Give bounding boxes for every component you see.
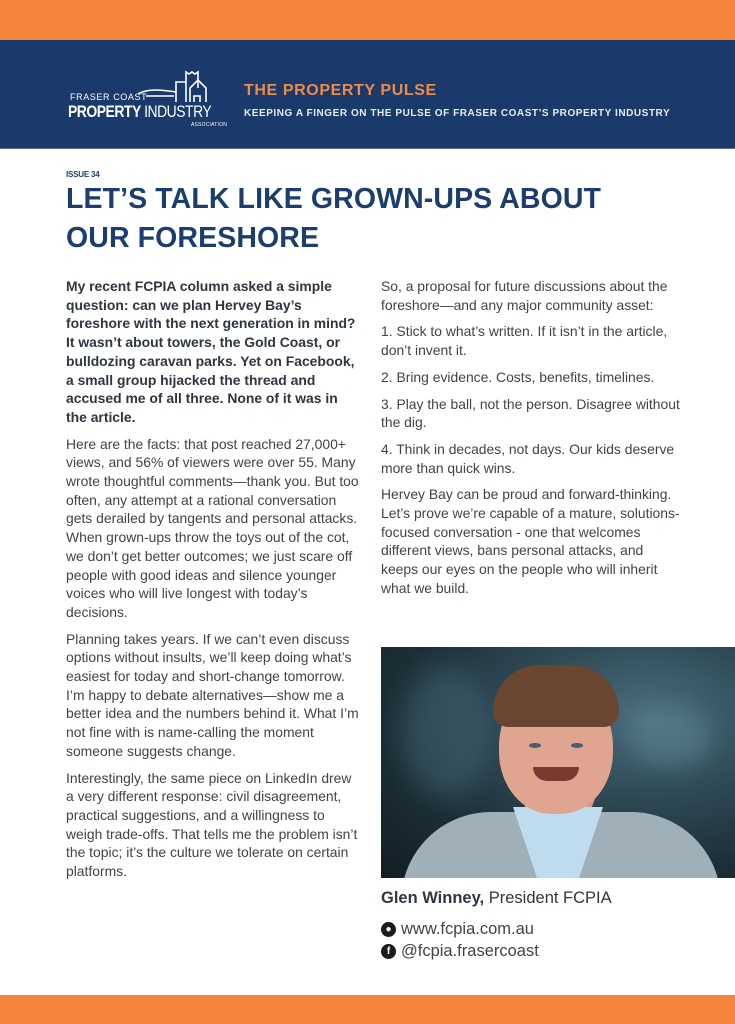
author-role: President FCPIA — [488, 889, 612, 907]
article-column-right — [381, 277, 681, 606]
paragraph: Planning takes years. If we can’t even discuss options without insults, we’ll keep doing what’s easiest for today and short-change tomorrow. I’m happy to debate alternatives—show me a better idea and the numbers behind it. What I’m not fine with is name-calling the moment someone suggests change. — [66, 630, 359, 759]
closing-paragraph: Hervey Bay can be proud and forward-thinking. Let’s prove we’re capable of a mature, solutions-focused conversation - one that welcomes different views, bans personal attacks, and keeps our eyes on the people who will inherit what we build. — [381, 486, 680, 596]
paragraph: Interestingly, the same piece on LinkedIn drew a very different response: civil disagreement, practical suggestions, and a willingness to weigh trade-offs. That tells me the problem isn’t the topic; it’s the culture we tolerate on certain platforms. — [66, 769, 358, 880]
paragraph: Here are the facts: that post reached 27,000+ views, and 56% of viewers were over 55. Many wrote thoughtful comments—thank you. But too often, any attempt at a rational conversation gets derailed by tangents and personal attacks. When grown-ups throw the toys out of the cot, we don’t get better outcomes; we just scare off people with good ideas and silence younger voices who will live longest with today’s decisions. — [66, 435, 359, 620]
website-url[interactable]: www.fcpia.com.au — [401, 920, 534, 938]
logo-line-3: ASSOCIATION — [191, 122, 228, 128]
facebook-handle[interactable]: @fcpia.frasercoast — [401, 942, 539, 960]
proposal-item: 3. Play the ball, not the person. Disagree without the dig. — [381, 395, 680, 431]
buildings-logo-icon — [138, 68, 210, 104]
facebook-icon: f — [381, 944, 396, 959]
proposal-intro: So, a proposal for future discussions about the foreshore—and any major community asset: — [381, 278, 668, 313]
author-byline — [381, 889, 612, 908]
bottom-accent-bar — [0, 995, 735, 1024]
fcpia-logo — [68, 68, 228, 132]
author-photo — [381, 647, 735, 878]
facebook-link[interactable] — [381, 942, 539, 961]
newsletter-tagline: KEEPING A FINGER ON THE PULSE OF FRASER COAST’S PROPERTY INDUSTRY — [244, 108, 671, 119]
lead-paragraph: My recent FCPIA column asked a simple question: can we plan Hervey Bay’s foreshore with the next generation in mind? It wasn’t about towers, the Gold Coast, or bulldozing caravan parks. Yet on Facebook, a small group hijacked the thread and accused me of all three. None of it was in the article. — [66, 278, 356, 425]
newsletter-title: THE PROPERTY PULSE — [244, 82, 437, 99]
author-name: Glen Winney, — [381, 889, 485, 907]
website-link[interactable] — [381, 920, 534, 939]
proposal-item: 1. Stick to what’s written. If it isn’t in the article, don’t invent it. — [381, 323, 668, 359]
issue-number: ISSUE 34 — [66, 170, 100, 179]
article-headline: LET’S TALK LIKE GROWN-UPS ABOUT OUR FORESHORE — [66, 183, 602, 254]
logo-line-2: PROPERTY INDUSTRY — [68, 102, 212, 121]
top-accent-bar — [0, 0, 735, 40]
logo-line-1: FRASER COAST — [70, 92, 148, 102]
article-column-left — [66, 277, 362, 889]
proposal-item: 2. Bring evidence. Costs, benefits, timelines. — [381, 368, 655, 385]
proposal-item: 4. Think in decades, not days. Our kids deserve more than quick wins. — [381, 440, 675, 476]
globe-icon: ● — [381, 922, 396, 937]
